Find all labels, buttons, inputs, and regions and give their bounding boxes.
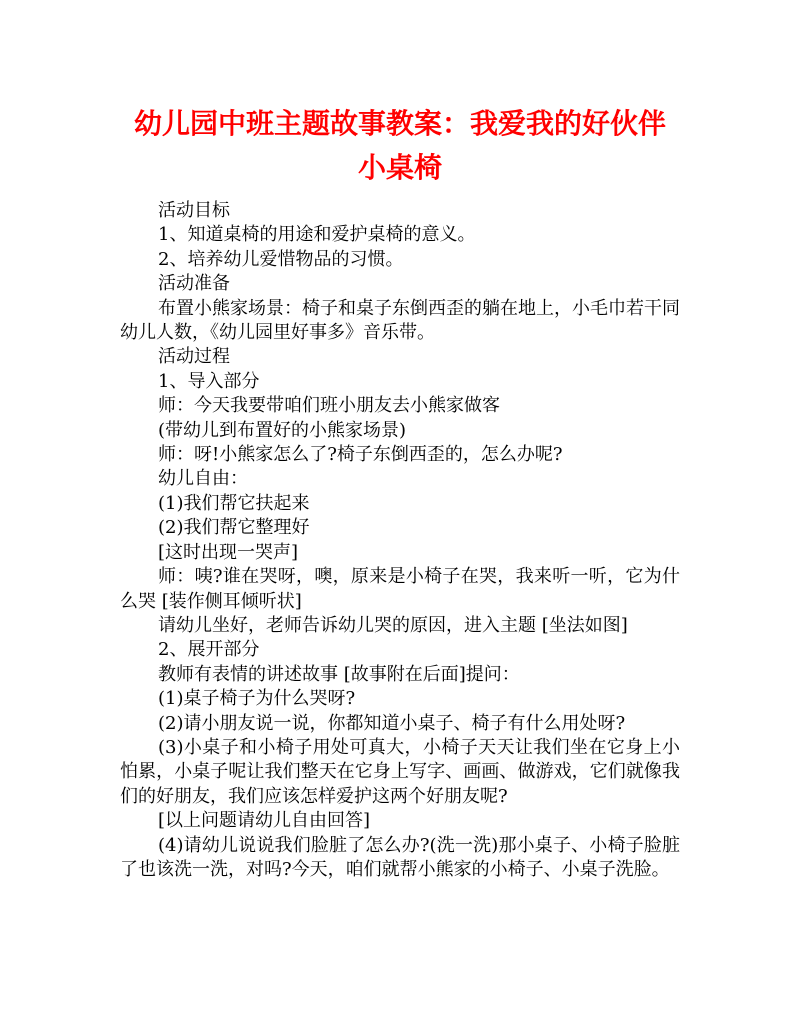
document-title-line-1: 幼儿园中班主题故事教案：我爱我的好伙伴 — [133, 107, 666, 140]
question-item-4: (4)请幼儿说说我们脸脏了怎么办?(洗一洗)那小桌子、小椅子脸脏了也该洗一洗，对吗?今天，咱们就帮小熊家的小椅子、小桌子洗脸。 — [120, 834, 680, 880]
goal-item-2: 2、培养幼儿爱惜物品的习惯。 — [158, 248, 404, 270]
section-heading-preparation: 活动准备 — [158, 273, 230, 295]
process-paragraph: 师：今天我要带咱们班小朋友去小熊家做客 — [158, 395, 500, 417]
process-paragraph: 教师有表情的讲述故事 [故事附在后面]提问： — [158, 663, 520, 685]
section-heading-goals: 活动目标 — [158, 200, 230, 221]
question-item-2: (2)请小朋友说一说，你都知道小桌子、椅子有什么用处呀? — [158, 712, 626, 734]
section-heading-process: 活动过程 — [158, 346, 230, 368]
document-body — [120, 199, 680, 882]
preparation-text: 布置小熊家场景：椅子和桌子东倒西歪的躺在地上，小毛巾若干同幼儿人数，《幼儿园里好事多》音乐带。 — [120, 297, 680, 344]
process-step-intro: 1、导入部分 — [158, 370, 260, 392]
process-paragraph: [这时出现一哭声] — [158, 541, 299, 563]
goal-item-1: 1、知道桌椅的用途和爱护桌椅的意义。 — [158, 224, 476, 246]
document-title-line-2: 小桌椅 — [357, 151, 442, 184]
process-paragraph: (2)我们帮它整理好 — [158, 517, 310, 539]
process-paragraph: (带幼儿到布置好的小熊家场景) — [158, 419, 407, 441]
question-item-3: (3)小桌子和小椅子用处可真大，小椅子天天让我们坐在它身上小怕累，小桌子呢让我们整天在它身上写字、画画、做游戏，它们就像我们的好朋友，我们应该怎样爱护这两个好朋友呢? — [120, 736, 680, 807]
process-paragraph: 请幼儿坐好，老师告诉幼儿哭的原因，进入主题 [坐法如图] — [158, 614, 628, 636]
process-paragraph: 幼儿自由： — [158, 468, 248, 490]
process-paragraph: 师：咦?谁在哭呀，噢，原来是小椅子在哭，我来听一听，它为什么哭 [装作侧耳倾听状] — [120, 566, 680, 612]
process-paragraph: [以上问题请幼儿自由回答] — [158, 810, 371, 832]
process-paragraph: (1)我们帮它扶起来 — [158, 492, 310, 514]
question-item-1: (1)桌子椅子为什么哭呀? — [158, 688, 356, 710]
process-step-development: 2、展开部分 — [158, 639, 260, 661]
process-paragraph: 师：呀!小熊家怎么了?椅子东倒西歪的，怎么办呢? — [158, 444, 563, 466]
